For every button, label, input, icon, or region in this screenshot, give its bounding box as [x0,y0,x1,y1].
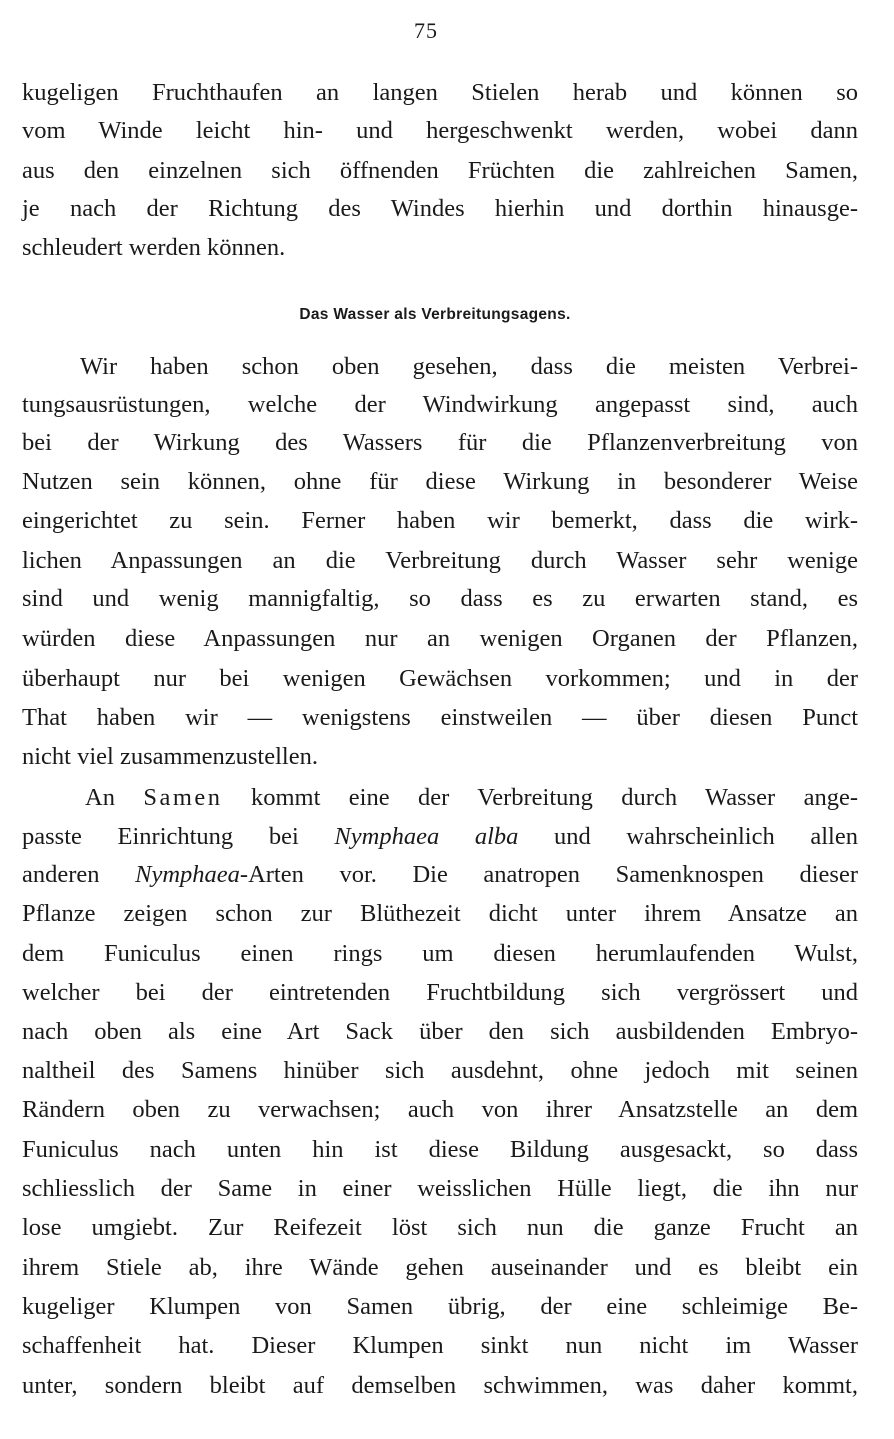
text-line: würden diese Anpassungen nur an wenigen Organen der Pflanzen, [22,625,858,652]
text-line: lose umgiebt. Zur Reifezeit löst sich nun die ganze Frucht an [22,1214,858,1241]
text-line [22,822,858,852]
text-line: nach oben als eine Art Sack über den sich ausbildenden Embryo- [22,1018,858,1045]
text-line: tungsausrüstungen, welche der Windwirkung angepasst sind, auch [22,391,858,418]
text-line: Funiculus nach unten hin ist diese Bildung ausgesackt, so dass [22,1136,858,1163]
text-line: kugeliger Klumpen von Samen übrig, der eine schleimige Be- [22,1293,858,1320]
text-line: lichen Anpassungen an die Verbreitung durch Wasser sehr wenige [22,547,858,574]
page-number: 75 [414,18,438,43]
species-name: Nymphaea alba [334,823,519,850]
text-line: überhaupt nur bei wenigen Gewächsen vorkommen; und in der [22,665,858,692]
text-line [22,860,858,890]
text-line: nicht viel zusammenzustellen. [22,743,318,770]
text-line: Pflanze zeigen schon zur Blüthezeit dicht unter ihrem Ansatze an [22,900,858,927]
text-line: sind und wenig mannigfaltig, so dass es zu erwarten stand, es [22,585,858,612]
text-line: Wir haben schon oben gesehen, dass die meisten Verbrei- [80,353,858,380]
emphasized-word: Samen [143,784,223,811]
text-segment: -Arten vor. Die anatropen Samenknospen dieser [239,861,858,888]
text-line: aus den einzelnen sich öffnenden Früchten die zahlreichen Samen, [22,157,858,184]
text-line: dem Funiculus einen rings um diesen herumlaufenden Wulst, [22,940,858,967]
text-line: schaffenheit hat. Dieser Klumpen sinkt nun nicht im Wasser [22,1332,858,1359]
genus-name: Nymphaea [135,861,240,888]
text-line: je nach der Richtung des Windes hierhin und dorthin hinausge- [22,195,858,222]
text-line: That haben wir — wenigstens einstweilen — über diesen Punct [22,704,858,731]
section-heading: Das Wasser als Verbreitungsagens. [299,306,571,323]
text-line: schleudert werden können. [22,234,286,261]
text-segment: und wahrscheinlich allen [518,823,858,850]
text-line: bei der Wirkung des Wassers für die Pflanzenverbreitung von [22,429,858,456]
text-line: eingerichtet zu sein. Ferner haben wir bemerkt, dass die wirk- [22,507,858,534]
text-line: kugeligen Fruchthaufen an langen Stielen herab und können so [22,79,858,106]
text-line [85,783,858,813]
text-line: naltheil des Samens hinüber sich ausdehnt, ohne jedoch mit seinen [22,1057,858,1084]
text-line: schliesslich der Same in einer weisslichen Hülle liegt, die ihn nur [22,1175,858,1202]
text-line: ihrem Stiele ab, ihre Wände gehen auseinander und es bleibt ein [22,1254,858,1281]
text-line: Rändern oben zu verwachsen; auch von ihrer Ansatzstelle an dem [22,1096,858,1123]
text-segment: anderen [22,861,136,888]
text-segment: kommt eine der Verbreitung durch Wasser ange- [222,784,858,811]
text-line: vom Winde leicht hin- und hergeschwenkt werden, wobei dann [22,117,858,144]
text-line: Nutzen sein können, ohne für diese Wirkung in besonderer Weise [22,468,858,495]
text-segment: passte Einrichtung bei [22,823,335,850]
text-segment: An [85,784,144,811]
text-line: unter, sondern bleibt auf demselben schwimmen, was daher kommt, [22,1372,858,1399]
text-line: welcher bei der eintretenden Fruchtbildung sich vergrössert und [22,979,858,1006]
